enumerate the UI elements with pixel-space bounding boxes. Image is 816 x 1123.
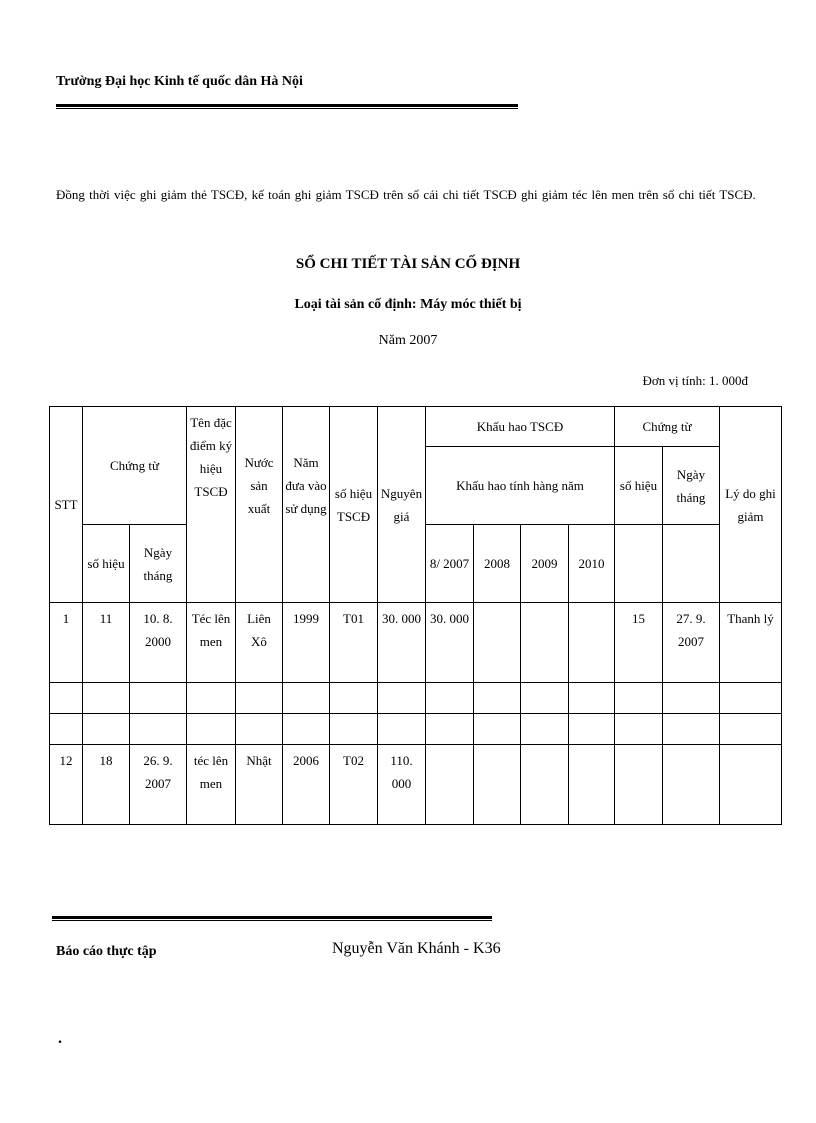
header-empty-cell bbox=[663, 525, 720, 603]
ledger-title: SỔ CHI TIẾT TÀI SẢN CỐ ĐỊNH bbox=[295, 256, 521, 272]
header-ly-do: Lý do ghi giảm bbox=[720, 407, 782, 603]
ledger-year: Năm 2007 bbox=[378, 333, 438, 348]
intro-paragraph: Đồng thời việc ghi giảm thẻ TSCĐ, kế toán ghi giảm TSCĐ trên sổ cái chi tiết TSCĐ ghi giảm téc lên men trên sổ chi tiết TSCĐ. bbox=[56, 187, 756, 202]
school-name: Trường Đại học Kinh tế quốc dân Hà Nội bbox=[56, 74, 303, 89]
footer-dot: . bbox=[58, 1030, 62, 1047]
cell-nuoc-san-xuat: Liên Xô bbox=[236, 603, 283, 683]
cell-khau-hao-2008 bbox=[474, 745, 521, 825]
cell-stt: 1 bbox=[50, 603, 83, 683]
cell-so-hieu-tscd: T01 bbox=[330, 603, 378, 683]
header-nguyen-gia: Nguyên giá bbox=[378, 407, 426, 603]
cell-ct-so-hieu bbox=[615, 745, 663, 825]
cell-nguyen-gia: 30. 000 bbox=[378, 603, 426, 683]
cell-khau-hao-2009 bbox=[521, 745, 569, 825]
cell-stt: 12 bbox=[50, 745, 83, 825]
cell-so-hieu-tscd: T02 bbox=[330, 745, 378, 825]
table-row-empty bbox=[50, 683, 782, 714]
header-khau-hao: Khấu hao TSCĐ bbox=[426, 407, 615, 447]
cell-khau-hao-2010 bbox=[569, 603, 615, 683]
cell-nam-su-dung: 1999 bbox=[283, 603, 330, 683]
cell-khau-hao-2007: 30. 000 bbox=[426, 603, 474, 683]
table-row-empty bbox=[50, 714, 782, 745]
cell-ten-tscd: téc lên men bbox=[187, 745, 236, 825]
cell-nguyen-gia: 110. 000 bbox=[378, 745, 426, 825]
header-year-2009: 2009 bbox=[521, 525, 569, 603]
header-khau-hao-hang-nam: Khấu hao tính hàng năm bbox=[426, 447, 615, 525]
header-ngay-thang: Ngày tháng bbox=[130, 525, 187, 603]
footer-divider bbox=[52, 916, 492, 921]
header-ten-tscd: Tên đặc điểm ký hiệu TSCĐ bbox=[187, 407, 236, 603]
cell-khau-hao-2007 bbox=[426, 745, 474, 825]
cell-so-hieu: 18 bbox=[83, 745, 130, 825]
table-row bbox=[50, 603, 782, 683]
header-so-hieu-2: số hiệu bbox=[615, 447, 663, 525]
asset-category: Loại tài sản cố định: Máy móc thiết bị bbox=[294, 297, 522, 312]
cell-khau-hao-2010 bbox=[569, 745, 615, 825]
cell-ct-so-hieu: 15 bbox=[615, 603, 663, 683]
cell-ly-do: Thanh lý bbox=[720, 603, 782, 683]
cell-so-hieu: 11 bbox=[83, 603, 130, 683]
cell-nuoc-san-xuat: Nhật bbox=[236, 745, 283, 825]
header-chung-tu-ghi-giam: Chứng từ bbox=[615, 407, 720, 447]
header-year-2010: 2010 bbox=[569, 525, 615, 603]
header-nam-su-dung: Năm đưa vào sử dụng bbox=[283, 407, 330, 603]
header-year-2007: 8/ 2007 bbox=[426, 525, 474, 603]
cell-ngay-thang: 10. 8. 2000 bbox=[130, 603, 187, 683]
header-so-hieu: số hiệu bbox=[83, 525, 130, 603]
footer-author: Nguyễn Văn Khánh - K36 bbox=[332, 940, 501, 957]
table-row bbox=[50, 745, 782, 825]
cell-ten-tscd: Téc lên men bbox=[187, 603, 236, 683]
cell-ct-ngay-thang: 27. 9. 2007 bbox=[663, 603, 720, 683]
header-ngay-thang-2: Ngày tháng bbox=[663, 447, 720, 525]
unit-label: Đơn vị tính: 1. 000đ bbox=[642, 373, 748, 388]
cell-ct-ngay-thang bbox=[663, 745, 720, 825]
cell-ngay-thang: 26. 9. 2007 bbox=[130, 745, 187, 825]
cell-nam-su-dung: 2006 bbox=[283, 745, 330, 825]
asset-ledger-table bbox=[49, 406, 782, 825]
header-empty-cell bbox=[615, 525, 663, 603]
header-chung-tu: Chứng từ bbox=[83, 407, 187, 525]
cell-ly-do bbox=[720, 745, 782, 825]
header-stt: STT bbox=[50, 407, 83, 603]
header-divider bbox=[56, 104, 518, 109]
footer-report-label: Báo cáo thực tập bbox=[56, 944, 157, 959]
cell-khau-hao-2008 bbox=[474, 603, 521, 683]
header-nuoc-san-xuat: Nước sản xuất bbox=[236, 407, 283, 603]
header-so-hieu-tscd: số hiệu TSCĐ bbox=[330, 407, 378, 603]
cell-khau-hao-2009 bbox=[521, 603, 569, 683]
header-year-2008: 2008 bbox=[474, 525, 521, 603]
